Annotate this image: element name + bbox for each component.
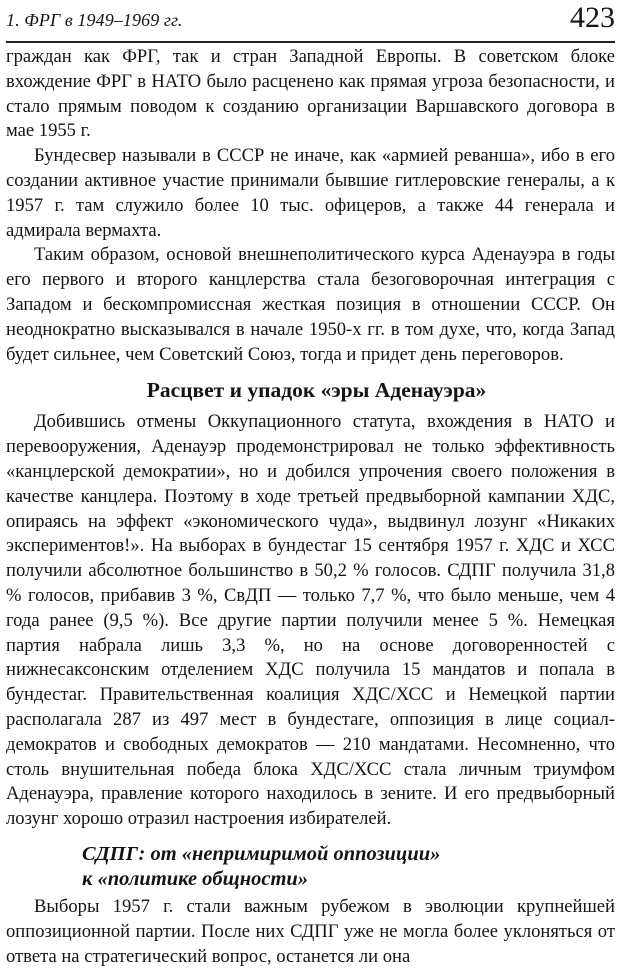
subsection-heading-line-2: к «политике общности»	[82, 867, 309, 890]
subsection-heading	[6, 842, 615, 892]
body-text	[6, 45, 615, 969]
page-header	[6, 0, 615, 40]
running-head: 1. ФРГ в 1949–1969 гг.	[6, 10, 183, 30]
paragraph-spd-elections: Выборы 1957 г. стали важным рубежом в эволюции крупнейшей оппозиционной партии. После них СДПГ уже не могла более уклоняться от ответа на стратегический вопрос, останется ли она	[6, 895, 615, 967]
section-heading: Расцвет и упадок «эры Аденауэра»	[146, 378, 487, 403]
paragraph-foreign-policy: Таким образом, основой внешнеполитического курса Аденауэра в годы его первого и второго канцлерства стала безоговорочная интеграция с Западом и бескомпромиссная жесткая позиция в отношении СССР. Он неоднократно высказывался в начале 1950-х гг. в том духе, что, когда Запад будет сильнее, чем Советский Союз, тогда и придет день переговоров.	[6, 244, 615, 365]
page-number: 423	[570, 1, 615, 34]
paragraph-adenauer-era: Добившись отмены Оккупационного статута, вхождения в НАТО и перевооружения, Аденауэр продемонстрировал не только эффективность «канцлерской демократии», но и добился упрочения своего положения в качестве канцлера. Поэтому в ходе третьей предвыборной кампании ХДС, опираясь на эффект «экономического чуда», выдвинул лозунг «Никаких экспериментов!». На выборах в бундестаг 15 сентября 1957 г. ХДС и ХСС получили абсолютное большинство в 50,2 % голосов. СДПГ получила 31,8 % голосов, прибавив 3 %, СвДП — только 7,7 %, что было меньше, чем 4 года ранее (9,5 %). Все другие партии получили менее 5 %. Немецкая партия набрала лишь 3,3 %, но на основе договоренностей с нижнесаксонским отделением ХДС получила 15 мандатов и попала в бундестаг. Правительственная коалиция ХДС/ХСС и Немецкой партии располагала 287 из 497 мест в бундестаге, оппозиция в лице социал-демократов и свободных демократов — 210 мандатами. Несомненно, что столь внушительная победа блока ХДС/ХСС стала личным триумфом Аденауэра, правление которого находилось в зените. И его предвыборный лозунг хорошо отразил настроения избирателей.	[6, 411, 615, 830]
header-rule	[6, 41, 615, 43]
subsection-heading-line-1: СДПГ: от «непримиримой оппозиции»	[82, 842, 441, 865]
paragraph-continuation: граждан как ФРГ, так и стран Западной Европы. В советском блоке вхождение ФРГ в НАТО было расценено как прямая угроза безопасности, и стало прямым поводом к созданию организации Варшавского договора в мае 1955 г.	[6, 46, 615, 142]
paragraph-bundeswehr: Бундесвер называли в СССР не иначе, как «армией реванша», ибо в его создании активное участие принимали бывшие гитлеровские генералы, а к 1957 г. там служило более 10 тыс. офицеров, а также 44 генерала и адмирала вермахта.	[6, 145, 615, 241]
